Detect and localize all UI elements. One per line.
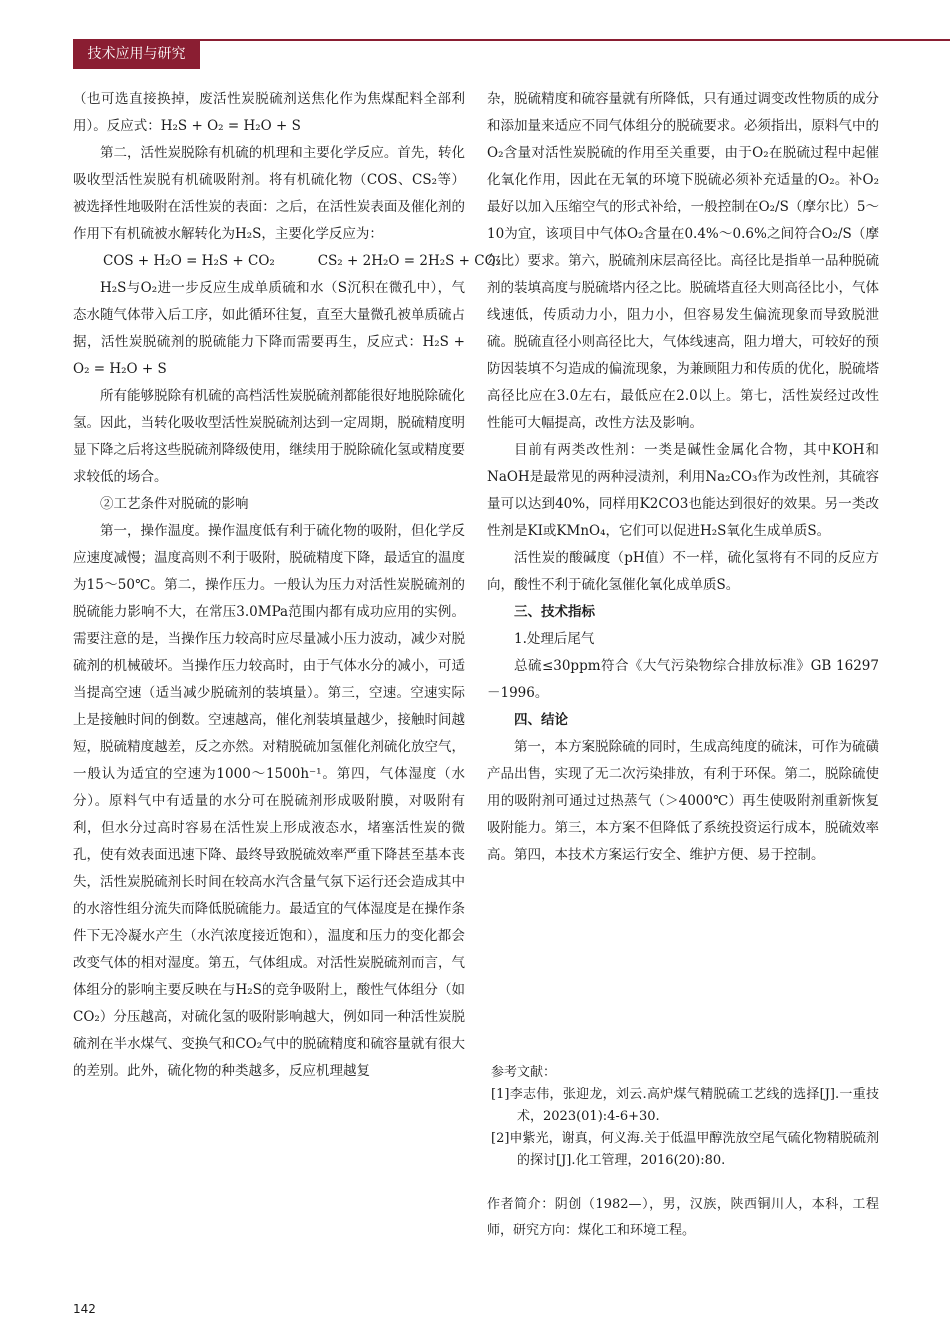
paragraph: H₂S与O₂进一步反应生成单质硫和水（S沉积在微孔中），气态水随气体带入后工序，如此循环往复，直至大量微孔被单质硫占据，活性炭脱硫剂的脱硫能力下降而需要再生，反应式：H₂S + O₂ = H₂O + S bbox=[73, 280, 465, 377]
paragraph: 第一，操作温度。操作温度低有利于硫化物的吸附，但化学反应速度减慢；温度高则不利于吸附，脱硫精度下降，最适宜的温度为15～50℃。第二，操作压力。一般认为压力对活性炭脱硫剂的脱硫能力影响不大，在常压3.0MPa范围内都有成功应用的实例。需要注意的是，当操作压力较高时应尽量减小压力波动，减少对脱硫剂的机械破坏。当操作压力较高时，由于气体水分的减小，可适当提高空速（适当减少脱硫剂的装填量）。第三，空速。空速实际上是接触时间的倒数。空速越高，催化剂装填量越少，接触时间越短，脱硫精度越差，反之亦然。对精脱硫加氢催化剂硫化放空气，一般认为适宜的空速为1000～1500h⁻¹。第四，气体湿度（水分）。原料气中有适量的水分可在脱硫剂形成吸附膜，对吸附有利，但水分过高时容易在活性炭上形成液态水，堵塞活性炭的微孔，使有效表面迅速下降、最终导致脱硫效率严重下降甚至基本丧失，活性炭脱硫剂长时间在较高水汽含量气氛下运行还会造成其中的水溶性组分流失而降低脱硫能力。最适宜的气体湿度是在操作条件下无冷凝水产生（水汽浓度接近饱和），温度和压力的变化都会改变气体的相对湿度。第五，气体组成。对活性炭脱硫剂而言，气体组分的影响主要反映在与H₂S的竞争吸附上，酸性气体组分（如CO₂）分压越高，对硫化氢的吸附影响越大，例如同一种活性炭脱硫剂在半水煤气、变换气和CO₂气中的脱硫精度和硫容量就有很大的差别。此外，硫化物的种类越多，反应机理越复 bbox=[73, 523, 465, 1079]
author-intro: 作者简介：阴创（1982—），男，汉族，陕西铜川人，本科，工程师，研究方向：煤化工和环境工程。 bbox=[487, 1197, 879, 1238]
left-column bbox=[73, 86, 502, 1085]
references-title: 参考文献： bbox=[491, 1065, 557, 1080]
right-column bbox=[487, 86, 879, 869]
paragraph: 所有能够脱除有机硫的高档活性炭脱硫剂都能很好地脱除硫化氢。因此，当转化吸收型活性炭脱硫剂达到一定周期，脱硫精度明显下降之后将这些脱硫剂降级使用，继续用于脱除硫化氢或精度要求较低的场合。 bbox=[73, 388, 465, 485]
page-number: 142 bbox=[73, 1302, 96, 1316]
reference-item: [2]申紫光，谢真，何义海.关于低温甲醇洗放空尾气硫化物精脱硫剂的探讨[J].化工管理，2016(20):80. bbox=[491, 1131, 879, 1168]
paragraph: 目前有两类改性剂：一类是碱性金属化合物，其中KOH和NaOH是最常见的两种浸渍剂，利用Na₂CO₃作为改性剂，其硫容量可以达到40%，同样用K2CO3也能达到很好的效果。另一类改性剂是KI或KMnO₄，它们可以促进H₂S氧化生成单质S。 bbox=[487, 442, 879, 539]
paragraph: （也可选直接换掉，废活性炭脱硫剂送焦化作为焦煤配料全部利用）。反应式：H₂S + O₂ = H₂O + S bbox=[73, 91, 465, 134]
paragraph: 第一，本方案脱除硫的同时，生成高纯度的硫沫，可作为硫磺产品出售，实现了无二次污染排放，有利于环保。第二，脱除硫使用的吸附剂可通过过热蒸气（＞4000℃）再生使吸附剂重新恢复吸附能力。第三，本方案不但降低了系统投资运行成本，脱硫效率高。第四，本技术方案运行安全、维护方便、易于控制。 bbox=[487, 739, 879, 863]
paragraph: 第二，活性炭脱除有机硫的机理和主要化学反应。首先，转化吸收型活性炭脱有机硫吸附剂。将有机硫化物（COS、CS₂等）被选择性地吸附在活性炭的表面：之后，在活性炭表面及催化剂的作用下有机硫被水解转化为H₂S，主要化学反应为： bbox=[73, 145, 465, 242]
paragraph: 杂，脱硫精度和硫容量就有所降低，只有通过调变改性物质的成分和添加量来适应不同气体组分的脱硫要求。必须指出，原料气中的O₂含量对活性炭脱硫的作用至关重要，由于O₂在脱硫过程中起催化氧化作用，因此在无氧的环境下脱硫必须补充适量的O₂。补O₂最好以加入压缩空气的形式补给，一般控制在O₂/S（摩尔比）5～10为宜，该项目中气体O₂含量在0.4%～0.6%之间符合O₂/S（摩尔比）要求。第六，脱硫剂床层高径比。高径比是指单一品种脱硫剂的装填高度与脱硫塔内径之比。脱硫塔直径大则高径比小，气体线速低，传质动力小，阻力小，但容易发生偏流现象而导致脱泄硫。脱硫直径小则高径比大，气体线速高，阻力增大，可较好的预防因装填不匀造成的偏流现象，为兼顾阻力和传质的优化，脱硫塔高径比应在3.0左右，最低应在2.0以上。第七，活性炭经过改性性能可大幅提高，改性方法及影响。 bbox=[487, 91, 879, 431]
section-heading-tech-indicators: 三、技术指标 bbox=[514, 604, 595, 620]
paragraph: 活性炭的酸碱度（pH值）不一样，硫化氢将有不同的反应方向，酸性不利于硫化氢催化氧化成单质S。 bbox=[487, 550, 879, 593]
header-rule bbox=[73, 39, 950, 41]
section-tab: 技术应用与研究 bbox=[73, 39, 200, 69]
section-heading-conclusion: 四、结论 bbox=[514, 712, 568, 728]
subsection-heading: ②工艺条件对脱硫的影响 bbox=[100, 496, 249, 512]
subsection-heading: 1.处理后尾气 bbox=[514, 631, 595, 647]
reference-item: [1]李志伟，张迎龙，刘云.高炉煤气精脱硫工艺线的选择[J].一重技术，2023(01):4-6+30. bbox=[491, 1087, 879, 1124]
equation-line: COS + H₂O = H₂S + CO₂ CS₂ + 2H₂O = 2H₂S + CO₂ bbox=[103, 253, 502, 269]
paragraph: 总硫≤30ppm符合《大气污染物综合排放标准》GB 16297－1996。 bbox=[487, 658, 879, 701]
references bbox=[487, 1062, 879, 1172]
